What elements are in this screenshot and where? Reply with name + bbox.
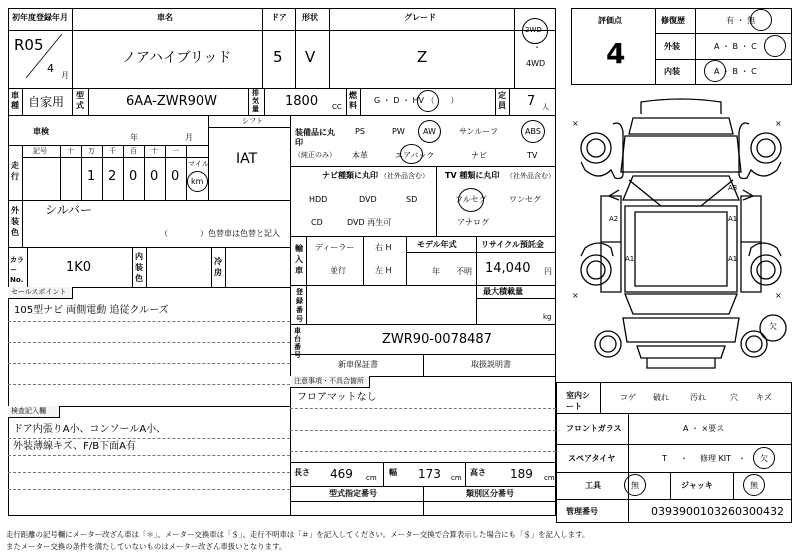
equip-airbag: エアバック — [395, 151, 435, 160]
repair-options: 有 ・ 無 — [726, 16, 756, 25]
jack-label: ジャッキ — [681, 481, 713, 490]
score-label: 評価点 — [598, 16, 622, 25]
car-name-header: 車名 — [157, 13, 173, 22]
damage-a3: A3 — [728, 184, 738, 192]
model-year-unknown: 不明 — [456, 267, 472, 276]
capacity-label: 定員 — [498, 91, 506, 110]
interior-a-circle — [704, 60, 726, 82]
navi-label: ナビ種類に丸印 — [322, 171, 378, 180]
spare-opt-dot2: ・ — [738, 454, 746, 463]
model-year-year: 年 — [432, 267, 440, 276]
equipment-label: 装備品に丸印 — [295, 128, 335, 147]
sales-point-text: 105型ナビ 両側電動 追従クルーズ — [14, 305, 169, 316]
equip-sunroof: サンルーフ — [459, 127, 498, 136]
mileage-label: 走行 — [11, 161, 19, 181]
reg-month-unit: 月 — [61, 71, 69, 80]
notes-text: フロアマットなし — [297, 392, 377, 403]
length-unit: cm — [366, 474, 377, 482]
length-value: 469 — [330, 467, 353, 481]
width-value: 173 — [418, 467, 441, 481]
equip-pw: PW — [392, 127, 405, 136]
mileage-digit-2: 2 — [108, 169, 117, 184]
mgmt-number-value: 0393900103260300432 — [651, 505, 784, 518]
door-value: 5 — [273, 48, 283, 66]
repair-label: 修復歴 — [661, 16, 685, 25]
damage-a1-right-lower: A1 — [728, 255, 738, 263]
mileage-unit-km: km — [191, 177, 204, 186]
damage-a1-right-upper: A1 — [728, 215, 738, 223]
mileage-symbol-label: 記号 — [33, 147, 47, 155]
place-5: 一 — [172, 147, 179, 155]
footer-note-2: またメーター交換の条件を満たしていないものはメーター改ざん車扱いとなります。 — [6, 542, 287, 551]
mgmt-number-label: 管理番号 — [566, 507, 598, 516]
drive-2wd: 2WD — [525, 26, 542, 34]
import-parallel: 並行 — [330, 266, 346, 275]
shift-label: シフト — [242, 117, 263, 125]
interior-label: 内装 — [664, 67, 680, 76]
x-mark-4: × — [775, 291, 782, 300]
fuel-options: G ・ D ・ HV （ ） — [374, 96, 459, 105]
model-value: 6AA-ZWR90W — [126, 94, 218, 109]
notes-label: 注意事項・不具合箇所 — [294, 377, 364, 385]
ac-label: 冷房 — [214, 257, 222, 277]
type-number-label: 型式指定番号 — [329, 489, 377, 498]
exterior-label: 外装 — [664, 42, 680, 51]
length-label: 長さ — [294, 468, 310, 477]
guarantee-new-car: 新車保証書 — [338, 360, 378, 369]
spare-opt-kit: 修理 KIT — [700, 454, 732, 463]
score-value: 4 — [606, 37, 626, 70]
tv-fullseg: フルセグ — [455, 195, 487, 204]
tv-sub: （社外品含む） — [506, 172, 555, 180]
cc-unit: CC — [332, 103, 342, 111]
fuel-hv-circle — [417, 90, 439, 112]
mileage-digit-1: 1 — [87, 169, 96, 184]
inspector-label: 検査記入欄 — [11, 407, 46, 415]
capacity-unit: 人 — [542, 103, 549, 111]
shape-header: 形状 — [302, 13, 318, 22]
equip-aw: AW — [423, 127, 436, 136]
inspection-year: 年 — [130, 133, 138, 142]
seat-opt-burn: コゲ — [620, 393, 636, 402]
seat-opt-scratch: キズ — [756, 393, 772, 402]
place-1: 万 — [88, 147, 95, 155]
reg-year-header: 初年度登録年月 — [12, 13, 68, 22]
max-load-label: 最大積載量 — [483, 287, 523, 296]
model-label: 型式 — [76, 91, 84, 110]
car-body-diagram — [563, 96, 800, 380]
inspector-line-1: ドア内張りA小、コンソールA小、 — [13, 424, 167, 435]
damage-a2: A2 — [609, 215, 619, 223]
damage-missing: 欠 — [769, 322, 777, 331]
tools-label: 工具 — [585, 481, 601, 490]
repair-none-circle — [750, 9, 772, 31]
car-name-value: ノアハイブリッド — [122, 50, 232, 66]
spare-opt-t: T — [662, 454, 667, 463]
x-mark-2: × — [775, 119, 782, 128]
mileage-digit-5: 0 — [171, 169, 180, 184]
chassis-value: ZWR90-0078487 — [382, 332, 492, 347]
model-year-label: モデル年式 — [417, 240, 457, 249]
color-no-value: 1K0 — [66, 260, 92, 275]
place-0: 十 — [67, 147, 74, 155]
navi-dvd-play: DVD 再生可 — [347, 218, 392, 227]
color-note: （ ）色替車は色替と記入 — [160, 229, 280, 238]
import-left-h: 左 H — [375, 266, 392, 275]
shape-value: V — [305, 48, 316, 66]
inspection-month: 月 — [185, 133, 193, 142]
door-header: ドア — [271, 13, 287, 22]
fuel-label: 燃料 — [349, 91, 357, 110]
inspection-label: 車検 — [33, 127, 49, 136]
displacement-label: 排気量 — [252, 89, 259, 113]
vehicle-type-value: 自家用 — [28, 95, 65, 109]
mileage-digit-3: 0 — [129, 169, 138, 184]
vehicle-type-label: 車種 — [11, 91, 19, 110]
spare-opt-dot1: ・ — [680, 454, 688, 463]
place-2: 千 — [109, 147, 116, 155]
equip-ps: PS — [355, 127, 365, 136]
place-4: 十 — [151, 147, 158, 155]
navi-hdd: HDD — [309, 195, 328, 204]
recycle-unit: 円 — [544, 267, 552, 276]
seat-opt-tear: 破れ — [653, 393, 669, 402]
tv-analog: アナログ — [457, 218, 489, 227]
navi-cd: CD — [311, 218, 323, 227]
equip-tv: TV — [527, 151, 538, 160]
drive-dot: ・ — [533, 43, 541, 52]
interior-options: A ・ B ・ C — [714, 67, 757, 76]
x-mark-1: × — [572, 119, 579, 128]
exterior-options: A ・ B ・ C — [714, 42, 757, 51]
height-value: 189 — [510, 467, 533, 481]
drive-4wd: 4WD — [526, 59, 546, 68]
seat-opt-dirt: 汚れ — [690, 393, 706, 402]
color-no-label: カラーNo. — [10, 256, 24, 284]
equip-abs: ABS — [525, 127, 541, 136]
equipment-sublabel: （純正のみ） — [294, 151, 336, 159]
sales-point-label: セールスポイント — [11, 288, 67, 296]
width-unit: cm — [451, 474, 462, 482]
equip-leather: 本革 — [352, 151, 368, 160]
reg-era-year: R05 — [14, 36, 44, 54]
displacement-value: 1800 — [285, 94, 319, 109]
registration-label: 登録番号 — [296, 288, 303, 323]
tools-value: 無 — [631, 481, 639, 490]
import-label: 輸入車 — [295, 244, 303, 275]
grade-header: グレード — [404, 13, 436, 22]
navi-sd: SD — [406, 195, 418, 204]
capacity-value: 7 — [527, 94, 536, 109]
recycle-label: リサイクル預託金 — [481, 240, 544, 249]
category-number-label: 類別区分番号 — [466, 489, 514, 498]
import-right-h: 右 H — [375, 243, 392, 252]
height-label: 高さ — [470, 468, 486, 477]
spare-tire-label: スペアタイヤ — [568, 454, 616, 463]
windshield-options: A ・ ×要ス — [683, 424, 725, 433]
chassis-label: 車台番号 — [294, 327, 301, 359]
grade-value: Z — [417, 48, 428, 66]
windshield-label: フロントガラス — [566, 424, 622, 433]
interior-color-label: 内装色 — [135, 252, 143, 283]
seat-label: 室内シート — [566, 391, 590, 411]
color-value: シルバー — [45, 203, 92, 217]
navi-sub: （社外品含む） — [380, 172, 429, 180]
footer-note-1: 走行距離の記号欄にメーター改ざん車は「＊」、メーター交換車は「＄」、走行不明車は「＃」を記入してください。メーター交換で合算表示した場合にも「＄」を記入します。 — [6, 530, 590, 539]
mileage-digit-4: 0 — [150, 169, 159, 184]
import-dealer: ディーラー — [315, 243, 355, 252]
mileage-unit-mile: マイル — [188, 160, 209, 168]
reg-month: 4 — [47, 62, 54, 75]
spare-opt-missing: 欠 — [760, 454, 768, 463]
height-unit: cm — [544, 474, 555, 482]
color-label: 外装色 — [11, 206, 19, 237]
max-load-unit: kg — [543, 313, 552, 321]
place-3: 百 — [130, 147, 137, 155]
navi-dvd: DVD — [359, 195, 377, 204]
tv-oneseg: ワンセグ — [509, 195, 541, 204]
exterior-c-circle — [764, 35, 786, 57]
damage-a1-left-lower: A1 — [625, 255, 635, 263]
inspector-line-2: 外装薄線キズ、F/B下面A有 — [13, 441, 136, 452]
seat-opt-hole: 穴 — [730, 393, 738, 402]
x-mark-3: × — [572, 291, 579, 300]
recycle-value: 14,040 — [485, 261, 531, 276]
tv-label: TV 種類に丸印 — [445, 171, 500, 180]
width-label: 幅 — [389, 468, 397, 477]
guarantee-manual: 取扱説明書 — [471, 360, 511, 369]
jack-value: 無 — [750, 481, 758, 490]
shift-value: IAT — [236, 151, 258, 167]
equip-navi: ナビ — [471, 151, 487, 160]
